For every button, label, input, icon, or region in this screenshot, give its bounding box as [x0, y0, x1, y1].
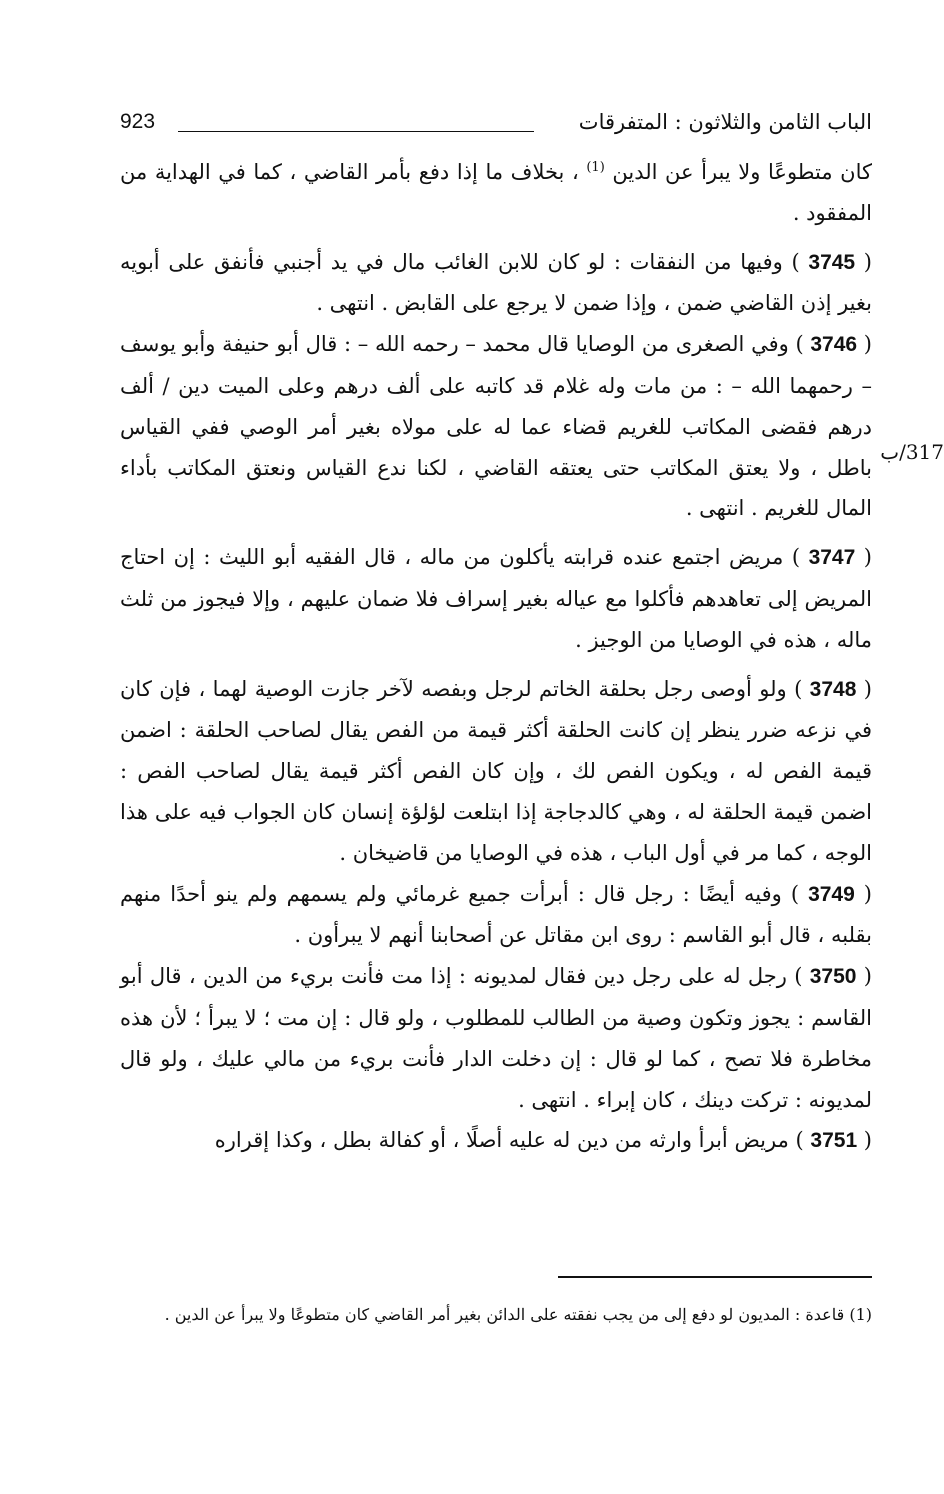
paragraph-3748: ( 3748 ) ولو أوصى رجل بحلقة الخاتم لرجل وبفصه لآخر جازت الوصية لهما ، فإن كان في نزعه ضرر ينظر إن كانت الحلقة أكثر قيمة من الفص يقال لصاحب الحلقة : اضمن قيمة الفص له ، ويكون الفص لك ، وإن كان الفص أكثر قيمة يقال لصاحب الفص : اضمن قيمة الحلقة له ، وهي كالدجاجة إذا ابتلعت لؤلؤة إنسان كان الجواب فيه على هذا الوجه ، كما مر في أول الباب ، هذه في الوصايا من قاضيخان . [120, 676, 872, 865]
paragraph-text: كان متطوعًا ولا يبرأ عن الدين [612, 160, 872, 184]
paragraph-text: رجل له على رجل دين فقال لمديونه : إذا مت فأنت بريء من الدين ، قال أبو القاسم : يجوز وتكون وصية من الطالب للمطلوب ، ولو قال : إن مت ؛ لا يبرأ ؛ لأن هذه مخاطرة فلا تصح ، كما لو قال : إن دخلت الدار فأنت بريء من مالي عليك ، ولو قال لمديونه : تركت دينك ، كان إبراء . انتهى . [120, 964, 872, 1112]
paragraph-continuation [120, 152, 872, 234]
paragraph-number: 3748 [809, 677, 857, 701]
running-header [120, 106, 872, 146]
paragraph-number: 3746 [810, 333, 858, 357]
header-rule [178, 131, 534, 132]
paragraph-number: 3749 [808, 882, 855, 906]
paragraph-text: وفيه أيضًا : رجل قال : أبرأت جميع غرمائي ولم يسمهم ولم ينو أحدًا منهم بقلبه ، قال أبو القاسم : روى ابن مقاتل عن أصحابنا أنهم لا يبرأون . [120, 881, 872, 948]
paragraph-number: 3751 [810, 1129, 858, 1153]
paragraph-text: مريض اجتمع عنده قرابته يأكلون من ماله ، قال الفقيه أبو الليث : إن احتاج المريض إلى تعاهدهم فأكلوا مع عياله بغير إسراف فلا ضمان عليهم ، وإلا فيجوز من ثلث ماله ، هذه في الوصايا من الوجيز . [120, 545, 872, 652]
main-text [120, 152, 872, 1162]
paragraph-number: 3747 [808, 546, 856, 570]
footnote: (1) قاعدة : المديون لو دفع إلى من يجب نفقته على الدائن بغير أمر القاضي كان متطوعًا ولا يبرأ عن الدين . [164, 1305, 872, 1324]
paragraph-3746: ( 3746 ) وفي الصغرى من الوصايا قال محمد – رحمه الله – : قال أبو حنيفة وأبو يوسف – رحمهما الله – : من مات وله غلام قد كاتبه على ألف درهم وعلى الميت دين / ألف درهم فقضى المكاتب للغريم قضاء عما له على مولاه بغير أمر الوصي ففي القياس باطل ، ولا يعتق المكاتب حتى يعتقه القاضي ، لكنا ندع القياس ونعتق المكاتب بأداء المال للغريم . انتهى . [120, 332, 872, 521]
footnote-rule [558, 1276, 872, 1278]
paragraph-3751: ( 3751 ) مريض أبرأ وارثه من دين له عليه أصلًا ، أو كفالة بطل ، وكذا إقراره [214, 1128, 872, 1153]
margin-folio-note: 317/ب [880, 440, 944, 464]
paragraph-text: وفيها من النفقات : لو كان للابن الغائب مال في يد أجنبي فأنفق على أبويه بغير إذن القاضي ضمن ، وإذا ضمن لا يرجع على القابض . انتهى . [120, 249, 872, 316]
paragraph-3745: ( 3745 ) وفيها من النفقات : لو كان للابن الغائب مال في يد أجنبي فأنفق على أبويه بغير إذن القاضي ضمن ، وإذا ضمن لا يرجع على القابض . انتهى . [120, 249, 872, 316]
footnote-reference: (1) [586, 160, 605, 175]
paragraph-3749: ( 3749 ) وفيه أيضًا : رجل قال : أبرأت جميع غرمائي ولم يسمهم ولم ينو أحدًا منهم بقلبه ، قال أبو القاسم : روى ابن مقاتل عن أصحابنا أنهم لا يبرأون . [120, 881, 873, 948]
chapter-title: الباب الثامن والثلاثون : المتفرقات [578, 110, 872, 134]
paragraph-text-cont: ، بخلاف ما إذا دفع بأمر القاضي ، كما في الهداية من المفقود . [120, 160, 872, 225]
paragraph-text: ولو أوصى رجل بحلقة الخاتم لرجل وبفصه لآخر جازت الوصية لهما ، فإن كان في نزعه ضرر ينظر إن كانت الحلقة أكثر قيمة من الفص يقال لصاحب الحلقة : اضمن قيمة الفص له ، ويكون الفص لك ، وإن كان الفص أكثر قيمة يقال لصاحب الفص : اضمن قيمة الحلقة له ، وهي كالدجاجة إذا ابتلعت لؤلؤة إنسان كان الجواب فيه على هذا الوجه ، كما مر في أول الباب ، هذه في الوصايا من قاضيخان . [120, 676, 872, 865]
paragraph-3750: ( 3750 ) رجل له على رجل دين فقال لمديونه : إذا مت فأنت بريء من الدين ، قال أبو القاسم : يجوز وتكون وصية من الطالب للمطلوب ، ولو قال : إن مت ؛ لا يبرأ ؛ لأن هذه مخاطرة فلا تصح ، كما لو قال : إن دخلت الدار فأنت بريء من مالي عليك ، ولو قال لمديونه : تركت دينك ، كان إبراء . انتهى . [120, 964, 872, 1112]
page-number: 923 [120, 110, 156, 133]
paragraph-text: وفي الصغرى من الوصايا قال محمد – رحمه الله – : قال أبو حنيفة وأبو يوسف – رحمهما الله – : من مات وله غلام قد كاتبه على ألف درهم وعلى الميت دين / ألف درهم فقضى المكاتب للغريم قضاء عما له على مولاه بغير أمر الوصي ففي القياس باطل ، ولا يعتق المكاتب حتى يعتقه القاضي ، لكنا ندع القياس ونعتق المكاتب بأداء المال للغريم . انتهى . [120, 332, 872, 521]
paragraph-number: 3750 [809, 965, 857, 989]
paragraph-3747: ( 3747 ) مريض اجتمع عنده قرابته يأكلون من ماله ، قال الفقيه أبو الليث : إن احتاج المريض إلى تعاهدهم فأكلوا مع عياله بغير إسراف فلا ضمان عليهم ، وإلا فيجوز من ثلث ماله ، هذه في الوصايا من الوجيز . [120, 545, 872, 652]
paragraph-text: مريض أبرأ وارثه من دين له عليه أصلًا ، أو كفالة بطل ، وكذا إقراره [214, 1128, 789, 1153]
paragraph-number: 3745 [808, 250, 856, 274]
